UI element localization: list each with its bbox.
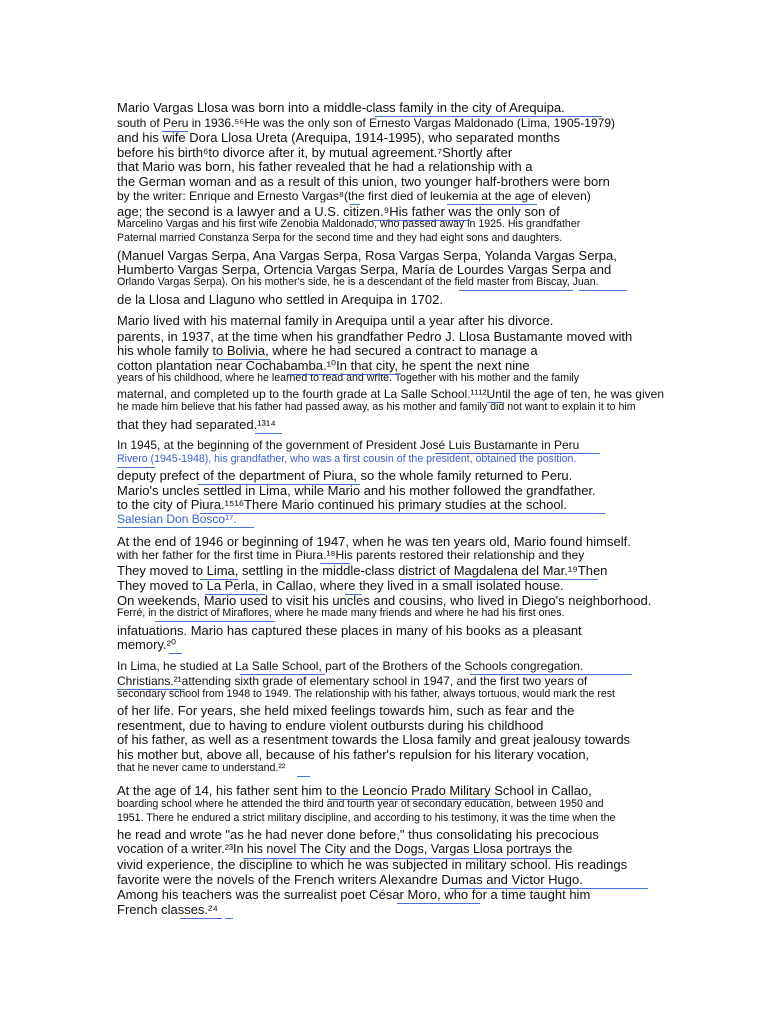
text-line: he made him believe that his father had passed away, as his mother and family did not want to explain it to him [117, 401, 636, 413]
text-line: he read and wrote "as he had never done before," thus consolidating his precocious [117, 827, 599, 842]
text-line: memory.²⁰ [117, 637, 177, 652]
text-line: Salesian Don Bosco¹⁷. [117, 512, 237, 526]
link-underline [328, 799, 502, 800]
link-underline [320, 563, 350, 564]
link-underline [162, 131, 188, 132]
text-line: Mario's uncles settled in Lima, while Mario and his mother followed the grandfather. [117, 483, 596, 498]
text-line: favorite were the novels of the French writers Alexandre Dumas and Victor Hugo. [117, 872, 583, 887]
text-line: his mother but, above all, because of his father's repulsion for his literary vocation, [117, 747, 590, 762]
link-underline [579, 290, 627, 291]
text-line: They moved to Lima, settling in the middle-class district of Magdalena del Mar.¹⁹Then [117, 563, 608, 578]
text-line: years of his childhood, where he learned to read and write. Together with his mother and the family [117, 372, 580, 384]
link-underline [117, 527, 254, 528]
link-underline [240, 674, 325, 675]
link-underline [287, 374, 338, 375]
link-underline [117, 689, 185, 690]
text-line: de la Llosa and Llaguno who settled in Arequipa in 1702. [117, 292, 443, 307]
text-line: They moved to La Perla, in Callao, where they lived in a small isolated house. [117, 578, 564, 593]
text-line: with her father for the first time in Piura.¹⁸His parents restored their relationship and they [117, 548, 585, 562]
link-underline [350, 204, 360, 205]
link-underline [487, 402, 502, 403]
text-line: the German woman and as a result of this union, two younger half-brothers were born [117, 174, 610, 189]
link-underline [435, 453, 600, 454]
text-line: that he never came to understand.²² [117, 762, 286, 774]
link-underline [372, 220, 396, 221]
link-underline [447, 204, 537, 205]
text-line: Among his teachers was the surrealist poet César Moro, who for a time taught him [117, 887, 591, 902]
text-line: secondary school from 1948 to 1949. The relationship with his father, always tortuous, would mark the rest [117, 688, 615, 700]
text-line: to the city of Piura.¹⁵¹⁶There Mario continued his primary studies at the school. [117, 497, 568, 512]
link-underline [375, 116, 602, 117]
text-line: parents, in 1937, at the time when his grandfather Pedro J. Llosa Bustamante moved with [117, 329, 633, 344]
link-underline [459, 290, 573, 291]
text-line: and his wife Dora Llosa Ureta (Arequipa, 1914-1995), who separated months [117, 130, 560, 145]
link-underline [205, 594, 265, 595]
text-line: age; the second is a lawyer and a U.S. citizen.⁹His father was the only son of [117, 204, 560, 219]
link-underline [255, 433, 282, 434]
text-line: his whole family to Bolivia, where he had secured a contract to manage a [117, 343, 538, 358]
link-underline [297, 776, 310, 777]
text-line: 1951. There he endured a strict military discipline, and according to his testimony, it was the time when the [117, 812, 616, 824]
text-line: Humberto Vargas Serpa, Ortencia Vargas Serpa, María de Lourdes Vargas Serpa and [117, 262, 612, 277]
text-line: boarding school where he attended the third and fourth year of secondary education, between 1950 and [117, 798, 604, 810]
text-line: of his father, as well as a resentment towards the Llosa family and great jealousy towards [117, 732, 631, 747]
text-line: infatuations. Mario has captured these places in many of his books as a pleasant [117, 623, 582, 638]
link-underline [155, 621, 275, 622]
link-underline [243, 858, 560, 859]
text-line: that Mario was born, his father revealed that he had a relationship with a [117, 159, 533, 174]
link-underline [397, 220, 470, 221]
text-line: that they had separated.¹³¹⁴ [117, 417, 276, 432]
text-line: resentment, due to having to endure violent outbursts during his childhood [117, 718, 544, 733]
text-line: Paternal married Constanza Serpa for the second time and they had eight sons and daughters. [117, 232, 563, 244]
text-line: by the writer: Enrique and Ernesto Vargas⁸(the first died of leukemia at the age of eleven) [117, 189, 591, 203]
link-underline [400, 579, 598, 580]
text-line: Mario Vargas Llosa was born into a middle-class family in the city of Arequipa. [117, 100, 565, 115]
link-underline [340, 374, 398, 375]
text-line: Mario lived with his maternal family in Arequipa until a year after his divorce. [117, 313, 554, 328]
text-line: deputy prefect of the department of Piura, so the whole family returned to Peru. [117, 468, 573, 483]
link-underline [200, 513, 605, 514]
link-underline [198, 484, 360, 485]
text-line: (Manuel Vargas Serpa, Ana Vargas Serpa, Rosa Vargas Serpa, Yolanda Vargas Serpa, [117, 248, 617, 263]
link-underline [470, 674, 632, 675]
text-line: In 1945, at the beginning of the government of President José Luis Bustamante in Peru [117, 438, 580, 452]
link-underline [200, 579, 238, 580]
link-underline [225, 918, 233, 919]
text-line: vocation of a writer.²³In his novel The City and the Dogs, Vargas Llosa portrays the [117, 842, 573, 856]
link-underline [450, 888, 648, 889]
text-line: vivid experience, the discipline to which he was subjected in military school. His readings [117, 857, 628, 872]
link-underline [117, 467, 155, 468]
link-underline [345, 594, 362, 595]
text-line: before his birth⁶to divorce after it, by mutual agreement.⁷Shortly after [117, 145, 513, 160]
text-line: of her life. For years, she held mixed feelings towards him, such as fear and the [117, 703, 575, 718]
text-line: In Lima, he studied at La Salle School, part of the Brothers of the Schools congregation. [117, 659, 584, 673]
text-line: French classes.²⁴ [117, 902, 218, 917]
text-line: Marcelino Vargas and his first wife Zenobia Maldonado, who passed away in 1925. His grandfather [117, 218, 581, 230]
link-underline [397, 903, 480, 904]
text-line: At the end of 1946 or beginning of 1947, when he was ten years old, Mario found himself. [117, 534, 631, 549]
text-line: maternal, and completed up to the fourth grade at La Salle School.¹¹¹²Until the age of ten, he was given [117, 387, 664, 401]
link-underline [169, 653, 182, 654]
text-line: south of Peru in 1936.⁵⁶He was the only son of Ernesto Vargas Maldonado (Lima, 1905-1979) [117, 116, 615, 130]
text-line: At the age of 14, his father sent him to the Leoncio Prado Military School in Callao, [117, 783, 592, 798]
link-underline [215, 359, 270, 360]
text-line: On weekends, Mario used to visit his uncles and cousins, who lived in Diego's neighborhood. [117, 593, 652, 608]
text-line: Christians.²¹attending sixth grade of elementary school in 1947, and the first two years of [117, 674, 588, 688]
link-underline [180, 918, 222, 919]
text-line: cotton plantation near Cochabamba.¹⁰In that city, he spent the next nine [117, 358, 530, 373]
text-line: Rivero (1945-1948), his grandfather, who was a first cousin of the president, obtained the position. [117, 453, 577, 465]
text-line: Orlando Vargas Serpa). On his mother's side, he is a descendant of the field master from Biscay, Juan. [117, 276, 599, 288]
text-line: Ferré, in the district of Miraflores, where he made many friends and where he had his first ones. [117, 607, 565, 619]
